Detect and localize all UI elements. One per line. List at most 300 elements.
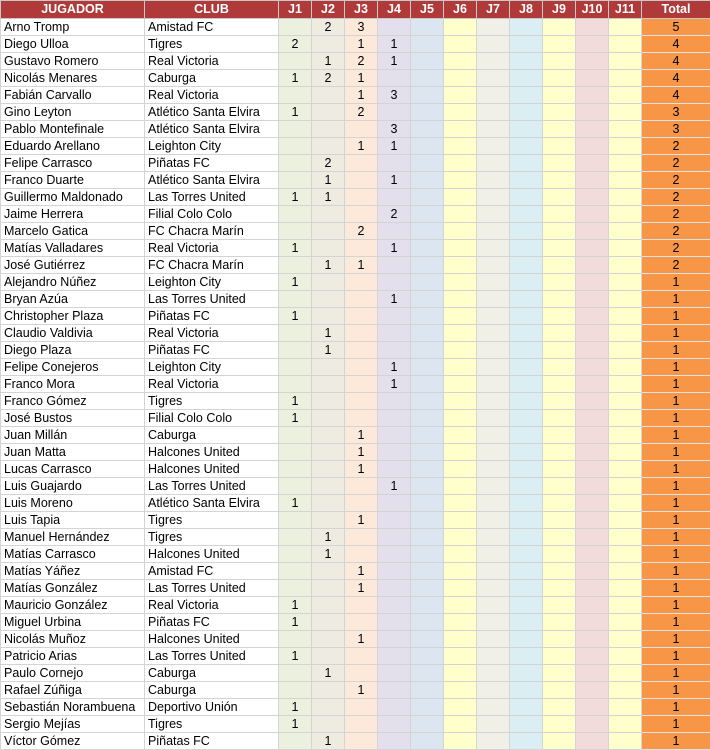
club-cell: Real Victoria bbox=[145, 597, 279, 614]
club-cell: Atlético Santa Elvira bbox=[145, 172, 279, 189]
round-goal-cell-11 bbox=[609, 70, 642, 87]
round-goal-cell-5 bbox=[411, 631, 444, 648]
table-row bbox=[1, 393, 710, 410]
player-name-cell: Luis Tapia bbox=[1, 512, 145, 529]
round-goal-cell-6 bbox=[444, 444, 477, 461]
round-goal-cell-8 bbox=[510, 19, 543, 36]
total-cell: 1 bbox=[642, 342, 710, 359]
round-goal-cell-10 bbox=[576, 274, 609, 291]
table-row bbox=[1, 512, 710, 529]
total-cell: 1 bbox=[642, 393, 710, 410]
round-goal-cell-10 bbox=[576, 155, 609, 172]
round-goal-cell-9 bbox=[543, 495, 576, 512]
round-goal-cell-7 bbox=[477, 155, 510, 172]
player-name-cell: Matías Valladares bbox=[1, 240, 145, 257]
round-goal-cell-7 bbox=[477, 733, 510, 750]
round-goal-cell-4: 1 bbox=[378, 36, 411, 53]
round-goal-cell-3 bbox=[345, 240, 378, 257]
round-goal-cell-3: 1 bbox=[345, 427, 378, 444]
round-goal-cell-10 bbox=[576, 529, 609, 546]
round-goal-cell-4: 1 bbox=[378, 359, 411, 376]
round-goal-cell-11 bbox=[609, 19, 642, 36]
round-goal-cell-6 bbox=[444, 376, 477, 393]
round-goal-cell-10 bbox=[576, 699, 609, 716]
round-goal-cell-10 bbox=[576, 614, 609, 631]
player-name-cell: Lucas Carrasco bbox=[1, 461, 145, 478]
round-goal-cell-5 bbox=[411, 563, 444, 580]
round-goal-cell-3 bbox=[345, 546, 378, 563]
round-goal-cell-4 bbox=[378, 427, 411, 444]
round-goal-cell-4 bbox=[378, 631, 411, 648]
round-goal-cell-4: 3 bbox=[378, 87, 411, 104]
round-goal-cell-7 bbox=[477, 512, 510, 529]
round-goal-cell-4 bbox=[378, 614, 411, 631]
round-goal-cell-1: 1 bbox=[279, 614, 312, 631]
round-goal-cell-1 bbox=[279, 631, 312, 648]
round-goal-cell-3: 1 bbox=[345, 87, 378, 104]
round-goal-cell-8 bbox=[510, 699, 543, 716]
round-goal-cell-1: 1 bbox=[279, 699, 312, 716]
player-name-cell: Patricio Arias bbox=[1, 648, 145, 665]
round-goal-cell-3 bbox=[345, 597, 378, 614]
total-cell: 1 bbox=[642, 733, 710, 750]
table-row bbox=[1, 223, 710, 240]
round-goal-cell-2 bbox=[312, 461, 345, 478]
round-goal-cell-6 bbox=[444, 665, 477, 682]
round-goal-cell-11 bbox=[609, 189, 642, 206]
round-goal-cell-3 bbox=[345, 121, 378, 138]
table-row bbox=[1, 529, 710, 546]
round-goal-cell-9 bbox=[543, 733, 576, 750]
round-goal-cell-5 bbox=[411, 580, 444, 597]
round-goal-cell-7 bbox=[477, 325, 510, 342]
round-goal-cell-1 bbox=[279, 682, 312, 699]
round-goal-cell-3 bbox=[345, 376, 378, 393]
round-goal-cell-10 bbox=[576, 19, 609, 36]
total-cell: 4 bbox=[642, 53, 710, 70]
round-goal-cell-10 bbox=[576, 291, 609, 308]
round-goal-cell-4 bbox=[378, 733, 411, 750]
header-round-1: J1 bbox=[279, 1, 312, 19]
player-name-cell: José Gutiérrez bbox=[1, 257, 145, 274]
table-row bbox=[1, 104, 710, 121]
round-goal-cell-2 bbox=[312, 410, 345, 427]
round-goal-cell-3 bbox=[345, 733, 378, 750]
club-cell: Las Torres United bbox=[145, 478, 279, 495]
player-name-cell: Juan Millán bbox=[1, 427, 145, 444]
player-name-cell: Franco Duarte bbox=[1, 172, 145, 189]
round-goal-cell-10 bbox=[576, 223, 609, 240]
round-goal-cell-11 bbox=[609, 138, 642, 155]
round-goal-cell-7 bbox=[477, 206, 510, 223]
round-goal-cell-5 bbox=[411, 682, 444, 699]
round-goal-cell-9 bbox=[543, 342, 576, 359]
round-goal-cell-5 bbox=[411, 19, 444, 36]
round-goal-cell-1 bbox=[279, 87, 312, 104]
round-goal-cell-5 bbox=[411, 597, 444, 614]
round-goal-cell-2: 1 bbox=[312, 342, 345, 359]
round-goal-cell-4 bbox=[378, 597, 411, 614]
round-goal-cell-3 bbox=[345, 291, 378, 308]
round-goal-cell-8 bbox=[510, 376, 543, 393]
round-goal-cell-5 bbox=[411, 240, 444, 257]
round-goal-cell-3 bbox=[345, 495, 378, 512]
round-goal-cell-7 bbox=[477, 393, 510, 410]
round-goal-cell-5 bbox=[411, 172, 444, 189]
player-name-cell: Guillermo Maldonado bbox=[1, 189, 145, 206]
player-name-cell: Miguel Urbina bbox=[1, 614, 145, 631]
round-goal-cell-3: 1 bbox=[345, 138, 378, 155]
round-goal-cell-10 bbox=[576, 87, 609, 104]
round-goal-cell-8 bbox=[510, 597, 543, 614]
table-row bbox=[1, 19, 710, 36]
header-round-8: J8 bbox=[510, 1, 543, 19]
round-goal-cell-1 bbox=[279, 155, 312, 172]
round-goal-cell-4 bbox=[378, 461, 411, 478]
round-goal-cell-1: 1 bbox=[279, 240, 312, 257]
round-goal-cell-9 bbox=[543, 648, 576, 665]
table-row bbox=[1, 546, 710, 563]
round-goal-cell-8 bbox=[510, 461, 543, 478]
round-goal-cell-10 bbox=[576, 240, 609, 257]
round-goal-cell-6 bbox=[444, 104, 477, 121]
round-goal-cell-1 bbox=[279, 53, 312, 70]
player-name-cell: Gustavo Romero bbox=[1, 53, 145, 70]
round-goal-cell-9 bbox=[543, 206, 576, 223]
round-goal-cell-7 bbox=[477, 546, 510, 563]
round-goal-cell-5 bbox=[411, 665, 444, 682]
round-goal-cell-1 bbox=[279, 461, 312, 478]
round-goal-cell-1 bbox=[279, 478, 312, 495]
round-goal-cell-7 bbox=[477, 461, 510, 478]
round-goal-cell-9 bbox=[543, 631, 576, 648]
round-goal-cell-6 bbox=[444, 257, 477, 274]
table-row bbox=[1, 291, 710, 308]
round-goal-cell-8 bbox=[510, 410, 543, 427]
round-goal-cell-10 bbox=[576, 461, 609, 478]
table-row bbox=[1, 699, 710, 716]
round-goal-cell-8 bbox=[510, 614, 543, 631]
round-goal-cell-7 bbox=[477, 274, 510, 291]
round-goal-cell-10 bbox=[576, 546, 609, 563]
round-goal-cell-5 bbox=[411, 342, 444, 359]
total-cell: 4 bbox=[642, 70, 710, 87]
table-row bbox=[1, 614, 710, 631]
round-goal-cell-6 bbox=[444, 172, 477, 189]
round-goal-cell-8 bbox=[510, 53, 543, 70]
round-goal-cell-2: 1 bbox=[312, 53, 345, 70]
player-name-cell: Mauricio González bbox=[1, 597, 145, 614]
round-goal-cell-5 bbox=[411, 529, 444, 546]
round-goal-cell-5 bbox=[411, 138, 444, 155]
round-goal-cell-7 bbox=[477, 597, 510, 614]
round-goal-cell-7 bbox=[477, 478, 510, 495]
round-goal-cell-8 bbox=[510, 206, 543, 223]
header-club: CLUB bbox=[145, 1, 279, 19]
round-goal-cell-4 bbox=[378, 529, 411, 546]
round-goal-cell-4 bbox=[378, 257, 411, 274]
round-goal-cell-10 bbox=[576, 138, 609, 155]
round-goal-cell-5 bbox=[411, 53, 444, 70]
round-goal-cell-2 bbox=[312, 223, 345, 240]
round-goal-cell-6 bbox=[444, 614, 477, 631]
round-goal-cell-4 bbox=[378, 104, 411, 121]
round-goal-cell-5 bbox=[411, 223, 444, 240]
player-name-cell: Arno Tromp bbox=[1, 19, 145, 36]
round-goal-cell-3: 3 bbox=[345, 19, 378, 36]
round-goal-cell-7 bbox=[477, 648, 510, 665]
total-cell: 2 bbox=[642, 223, 710, 240]
total-cell: 1 bbox=[642, 495, 710, 512]
round-goal-cell-5 bbox=[411, 274, 444, 291]
table-row bbox=[1, 359, 710, 376]
round-goal-cell-10 bbox=[576, 36, 609, 53]
round-goal-cell-3 bbox=[345, 359, 378, 376]
round-goal-cell-2 bbox=[312, 631, 345, 648]
round-goal-cell-9 bbox=[543, 597, 576, 614]
club-cell: Piñatas FC bbox=[145, 155, 279, 172]
total-cell: 1 bbox=[642, 648, 710, 665]
round-goal-cell-8 bbox=[510, 580, 543, 597]
round-goal-cell-1: 1 bbox=[279, 189, 312, 206]
round-goal-cell-1 bbox=[279, 172, 312, 189]
round-goal-cell-3 bbox=[345, 410, 378, 427]
table-row bbox=[1, 240, 710, 257]
round-goal-cell-2 bbox=[312, 699, 345, 716]
round-goal-cell-6 bbox=[444, 580, 477, 597]
round-goal-cell-6 bbox=[444, 359, 477, 376]
round-goal-cell-11 bbox=[609, 665, 642, 682]
round-goal-cell-9 bbox=[543, 172, 576, 189]
header-round-5: J5 bbox=[411, 1, 444, 19]
round-goal-cell-8 bbox=[510, 70, 543, 87]
round-goal-cell-6 bbox=[444, 682, 477, 699]
club-cell: Caburga bbox=[145, 427, 279, 444]
round-goal-cell-2: 1 bbox=[312, 172, 345, 189]
table-row bbox=[1, 580, 710, 597]
club-cell: Amistad FC bbox=[145, 19, 279, 36]
table-row bbox=[1, 121, 710, 138]
table-row bbox=[1, 53, 710, 70]
total-cell: 1 bbox=[642, 461, 710, 478]
round-goal-cell-8 bbox=[510, 155, 543, 172]
round-goal-cell-2 bbox=[312, 274, 345, 291]
round-goal-cell-3 bbox=[345, 206, 378, 223]
round-goal-cell-6 bbox=[444, 461, 477, 478]
round-goal-cell-2 bbox=[312, 716, 345, 733]
round-goal-cell-4 bbox=[378, 342, 411, 359]
player-name-cell: Paulo Cornejo bbox=[1, 665, 145, 682]
round-goal-cell-4 bbox=[378, 393, 411, 410]
total-cell: 1 bbox=[642, 359, 710, 376]
club-cell: Piñatas FC bbox=[145, 342, 279, 359]
total-cell: 2 bbox=[642, 206, 710, 223]
round-goal-cell-6 bbox=[444, 274, 477, 291]
round-goal-cell-9 bbox=[543, 461, 576, 478]
round-goal-cell-6 bbox=[444, 495, 477, 512]
total-cell: 4 bbox=[642, 36, 710, 53]
round-goal-cell-4 bbox=[378, 70, 411, 87]
round-goal-cell-2: 2 bbox=[312, 19, 345, 36]
round-goal-cell-7 bbox=[477, 631, 510, 648]
round-goal-cell-6 bbox=[444, 87, 477, 104]
round-goal-cell-6 bbox=[444, 206, 477, 223]
round-goal-cell-3: 1 bbox=[345, 580, 378, 597]
player-name-cell: Matías González bbox=[1, 580, 145, 597]
round-goal-cell-4: 1 bbox=[378, 376, 411, 393]
player-name-cell: Jaime Herrera bbox=[1, 206, 145, 223]
total-cell: 1 bbox=[642, 376, 710, 393]
table-row bbox=[1, 257, 710, 274]
round-goal-cell-8 bbox=[510, 257, 543, 274]
round-goal-cell-10 bbox=[576, 427, 609, 444]
round-goal-cell-8 bbox=[510, 648, 543, 665]
club-cell: Real Victoria bbox=[145, 325, 279, 342]
club-cell: Real Victoria bbox=[145, 376, 279, 393]
table-row bbox=[1, 172, 710, 189]
round-goal-cell-5 bbox=[411, 699, 444, 716]
round-goal-cell-10 bbox=[576, 393, 609, 410]
round-goal-cell-1 bbox=[279, 291, 312, 308]
total-cell: 1 bbox=[642, 699, 710, 716]
total-cell: 1 bbox=[642, 631, 710, 648]
round-goal-cell-10 bbox=[576, 121, 609, 138]
club-cell: Las Torres United bbox=[145, 580, 279, 597]
round-goal-cell-11 bbox=[609, 291, 642, 308]
round-goal-cell-4: 3 bbox=[378, 121, 411, 138]
round-goal-cell-1: 1 bbox=[279, 104, 312, 121]
round-goal-cell-5 bbox=[411, 36, 444, 53]
player-name-cell: Nicolás Muñoz bbox=[1, 631, 145, 648]
round-goal-cell-6 bbox=[444, 546, 477, 563]
round-goal-cell-11 bbox=[609, 427, 642, 444]
round-goal-cell-6 bbox=[444, 427, 477, 444]
club-cell: Leighton City bbox=[145, 359, 279, 376]
round-goal-cell-11 bbox=[609, 172, 642, 189]
round-goal-cell-6 bbox=[444, 70, 477, 87]
round-goal-cell-9 bbox=[543, 325, 576, 342]
round-goal-cell-9 bbox=[543, 87, 576, 104]
total-cell: 1 bbox=[642, 512, 710, 529]
round-goal-cell-5 bbox=[411, 410, 444, 427]
round-goal-cell-11 bbox=[609, 444, 642, 461]
round-goal-cell-8 bbox=[510, 172, 543, 189]
round-goal-cell-2 bbox=[312, 597, 345, 614]
round-goal-cell-7 bbox=[477, 495, 510, 512]
round-goal-cell-6 bbox=[444, 563, 477, 580]
round-goal-cell-2 bbox=[312, 138, 345, 155]
round-goal-cell-2: 1 bbox=[312, 529, 345, 546]
table-row bbox=[1, 665, 710, 682]
round-goal-cell-9 bbox=[543, 699, 576, 716]
round-goal-cell-2 bbox=[312, 206, 345, 223]
player-name-cell: Juan Matta bbox=[1, 444, 145, 461]
table-row bbox=[1, 155, 710, 172]
round-goal-cell-3: 1 bbox=[345, 512, 378, 529]
round-goal-cell-11 bbox=[609, 461, 642, 478]
round-goal-cell-7 bbox=[477, 223, 510, 240]
club-cell: Halcones United bbox=[145, 444, 279, 461]
round-goal-cell-2 bbox=[312, 478, 345, 495]
table-row bbox=[1, 87, 710, 104]
round-goal-cell-2 bbox=[312, 614, 345, 631]
round-goal-cell-1: 2 bbox=[279, 36, 312, 53]
round-goal-cell-2 bbox=[312, 121, 345, 138]
player-name-cell: Alejandro Núñez bbox=[1, 274, 145, 291]
total-cell: 1 bbox=[642, 274, 710, 291]
total-cell: 1 bbox=[642, 597, 710, 614]
round-goal-cell-8 bbox=[510, 529, 543, 546]
round-goal-cell-5 bbox=[411, 393, 444, 410]
round-goal-cell-1 bbox=[279, 529, 312, 546]
round-goal-cell-7 bbox=[477, 410, 510, 427]
round-goal-cell-1 bbox=[279, 665, 312, 682]
round-goal-cell-11 bbox=[609, 53, 642, 70]
round-goal-cell-6 bbox=[444, 393, 477, 410]
table-row bbox=[1, 682, 710, 699]
round-goal-cell-10 bbox=[576, 206, 609, 223]
round-goal-cell-6 bbox=[444, 121, 477, 138]
round-goal-cell-7 bbox=[477, 563, 510, 580]
round-goal-cell-3: 2 bbox=[345, 53, 378, 70]
round-goal-cell-11 bbox=[609, 716, 642, 733]
table-row bbox=[1, 274, 710, 291]
club-cell: Halcones United bbox=[145, 631, 279, 648]
round-goal-cell-5 bbox=[411, 87, 444, 104]
round-goal-cell-11 bbox=[609, 325, 642, 342]
club-cell: Caburga bbox=[145, 70, 279, 87]
round-goal-cell-1: 1 bbox=[279, 716, 312, 733]
round-goal-cell-7 bbox=[477, 19, 510, 36]
round-goal-cell-7 bbox=[477, 36, 510, 53]
round-goal-cell-10 bbox=[576, 444, 609, 461]
player-name-cell: Víctor Gómez bbox=[1, 733, 145, 750]
round-goal-cell-5 bbox=[411, 376, 444, 393]
round-goal-cell-8 bbox=[510, 665, 543, 682]
round-goal-cell-11 bbox=[609, 631, 642, 648]
club-cell: Real Victoria bbox=[145, 240, 279, 257]
round-goal-cell-11 bbox=[609, 597, 642, 614]
round-goal-cell-5 bbox=[411, 427, 444, 444]
round-goal-cell-5 bbox=[411, 291, 444, 308]
round-goal-cell-8 bbox=[510, 716, 543, 733]
round-goal-cell-2: 2 bbox=[312, 70, 345, 87]
round-goal-cell-10 bbox=[576, 716, 609, 733]
header-round-6: J6 bbox=[444, 1, 477, 19]
round-goal-cell-8 bbox=[510, 478, 543, 495]
round-goal-cell-6 bbox=[444, 529, 477, 546]
club-cell: Filial Colo Colo bbox=[145, 410, 279, 427]
round-goal-cell-11 bbox=[609, 512, 642, 529]
round-goal-cell-3 bbox=[345, 699, 378, 716]
round-goal-cell-6 bbox=[444, 19, 477, 36]
round-goal-cell-4 bbox=[378, 308, 411, 325]
round-goal-cell-4 bbox=[378, 495, 411, 512]
round-goal-cell-6 bbox=[444, 36, 477, 53]
round-goal-cell-1 bbox=[279, 359, 312, 376]
round-goal-cell-11 bbox=[609, 699, 642, 716]
table-row bbox=[1, 478, 710, 495]
header-round-9: J9 bbox=[543, 1, 576, 19]
round-goal-cell-3 bbox=[345, 172, 378, 189]
header-total: Total bbox=[642, 1, 710, 19]
total-cell: 1 bbox=[642, 665, 710, 682]
round-goal-cell-9 bbox=[543, 138, 576, 155]
table-row bbox=[1, 342, 710, 359]
round-goal-cell-11 bbox=[609, 206, 642, 223]
round-goal-cell-7 bbox=[477, 189, 510, 206]
round-goal-cell-11 bbox=[609, 36, 642, 53]
